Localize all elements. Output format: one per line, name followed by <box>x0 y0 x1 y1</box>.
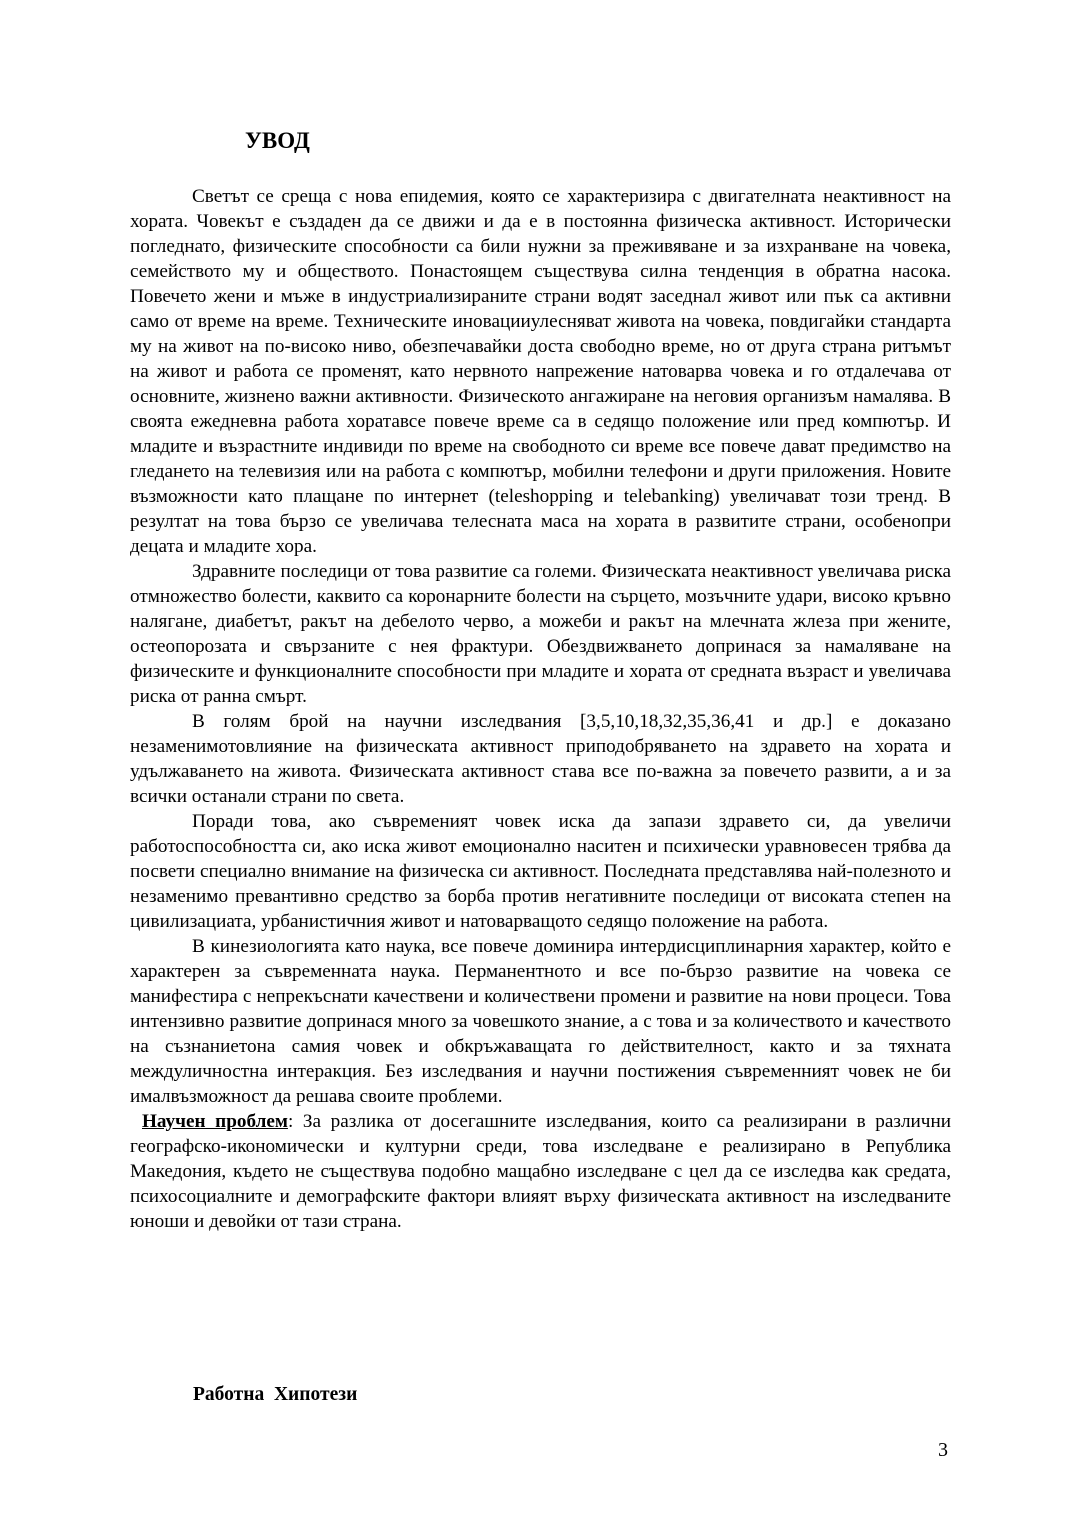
page-number: 3 <box>938 1439 948 1461</box>
scientific-problem-label: Научен проблем <box>142 1111 288 1132</box>
scientific-problem-text: : За разлика от досегашните изследвания, които са реализирани в различни географско-икономически и културни среди, това изследване е реализирано в Република Македония, където не съществува подобно мащабно изследване с цел да се изследва как средата, психосоциалните и демографските фактори влияят върху физическата активност на изследваните юноши и девойки от тази страна. <box>130 1111 951 1232</box>
paragraph-health-consequences: Здравните последици от това развитие са големи. Физическата неактивност увеличава риска отмножество болести, каквито са коронарните болести на сърцето, мозъчните удари, високо кръвно налягане, диабетът, ракът на дебелото черво, а можеби и ракът на млечната жлеза при жените, остеопорозата и свързаните с нея фрактури. Обездвижването допринася за намаляване на физическите и функционалните способности при младите и хората от средната възраст и увеличава риска от ранна смърт. <box>130 561 951 707</box>
page-title: УВОД <box>245 128 310 153</box>
paragraph-kinesiology: В кинезиологията като наука, все повече доминира интердисциплинарния характер, който е характерен за съвременната наука. Перманентното и все по-бързо развитие на човека се манифестира с непрекъснати качествени и количествени промени и развитие на нови процеси. Това интензивно развитие допринася много за човешкото знание, а с това и за количеството и качеството на съзнаниетона самия човек и обкръжаващата го действителност, както и за тяхната междуличностна интеракция. Без изследвания и научни постижения съвременният човек не би ималвъзможност да решава своите проблеми. <box>130 936 951 1107</box>
paragraph-intro: Светът се среща с нова епидемия, която се характеризира с двигателната неактивност на хората. Човекът е създаден да се движи и да е в постоянна физическа активност. Исторически погледнато, физическите способности са били нужни за преживяване и за изхранване на човека, семейството му и обществото. Понастоящем съществува силна тенденция в обратна насока. Повечето жени и мъже в индустриализираните страни водят заседнал живот или пък са активни само от време на време. Техническите иновацииулесняват живота на човека, повдигайки стандарта му на живот на по-високо ниво, обезпечавайки доста свободно време, но от друга страна ритъмът на живот и работа се променят, като нервното напрежение натоварва човека и го отдалечава от основните, жизнено важни активности. Физическото ангажиране на неговия организъм намалява. В своята ежедневна работа хоратавсе повече време са в седящо положение или пред компютър. И младите и възрастните индивиди по време на свободното си време все повече дават предимство на гледането на телевизия или на работа с компютър, мобилни телефони и други приложения. Новите възможности като плащане по интернет (teleshopping и telebanking) увеличават този тренд. В резултат на това бързо се увеличава телесната маса на хората в развитите страни, особенопри децата и младите хора. <box>130 186 951 557</box>
paragraph-scientific-problem <box>130 1109 951 1234</box>
document-body <box>130 184 951 1234</box>
paragraph-research: В голям брой на научни изследвания [3,5,10,18,32,35,36,41 и др.] е доказано незаменимотовлияние на физическата активност приподобряването на здравето на хората и удължаването на живота. Физическата активност става все по-важна за повечето развити, а и за всички останали страни по света. <box>130 711 951 807</box>
paragraph-modern-human: Поради това, ако съвременият човек иска да запази здравето си, да увеличи работоспособността си, ако иска живот емоционално наситен и психически уравновесен трябва да посвети специално внимание на физическа си активност. Последната представлява най-полезното и незаменимо превантивно средство за борба против негативните последици от високата степен на цивилизациата, урбанистичния живот и натоварващото седящо положение на работа. <box>130 811 951 932</box>
section-subheading: Работна Хипотези <box>193 1384 358 1405</box>
